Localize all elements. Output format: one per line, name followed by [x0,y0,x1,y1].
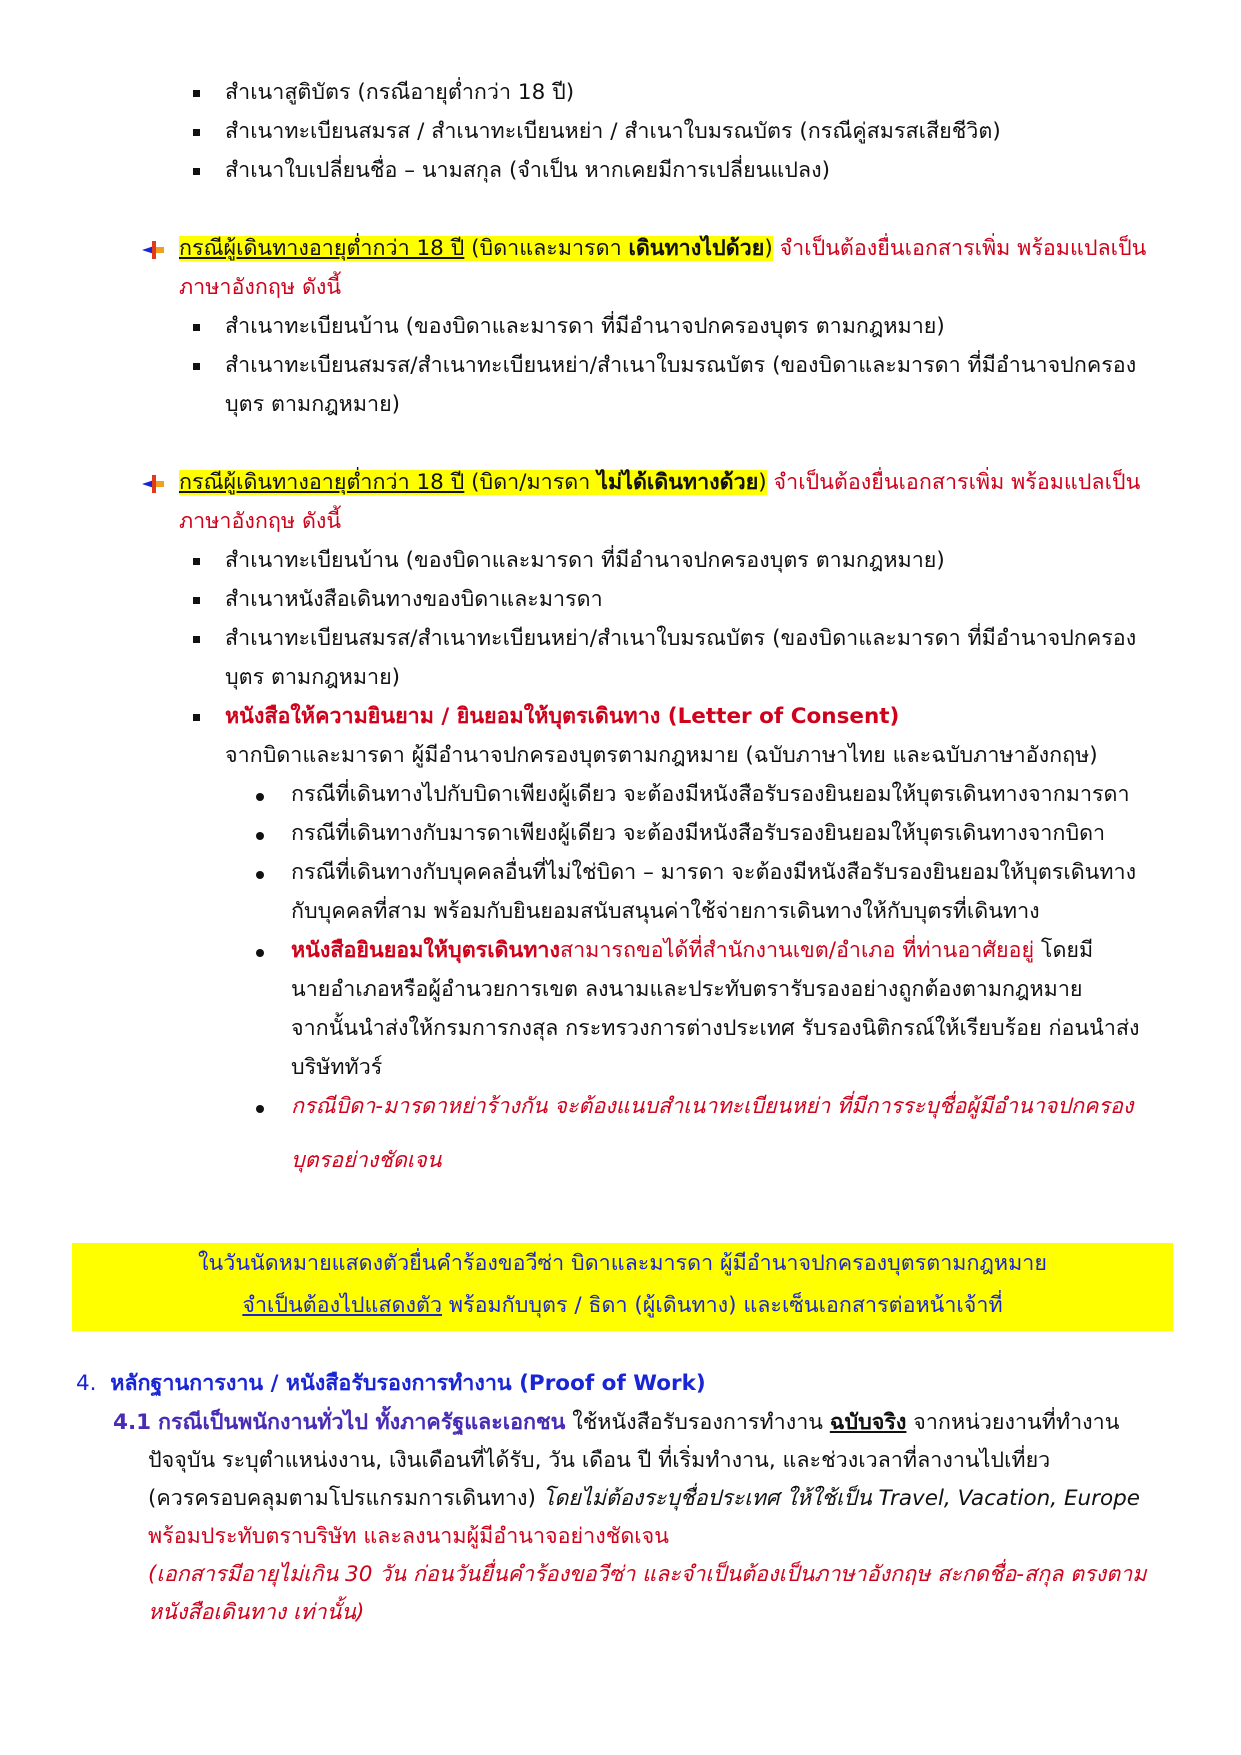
banner-line2: จำเป็นต้องไปแสดงตัว พร้อมกับบุตร / ธิดา (ผู้เดินทาง) และเซ็นเอกสารต่อหน้าเจ้าที่ [242,1293,1003,1318]
consent-where-cont: จากนั้นนำส่งให้กรมการกงสุล กระทรวงการต่างประเทศ รับรองนิติกรณ์ให้เรียบร้อย ก่อนนำส่ง [291,1016,1140,1041]
bullet-square [193,324,200,331]
consent-from: จากบิดาและมารดา ผู้มีอำนาจปกครองบุตรตามกฎหมาย (ฉบับภาษาไทย และฉบับภาษาอังกฤษ) [225,743,1098,768]
list-item: สำเนาทะเบียนบ้าน (ของบิดาและมารดา ที่มีอำนาจปกครองบุตร ตามกฎหมาย) [225,314,945,339]
sub-item: กรณีที่เดินทางไปกับบิดาเพียงผู้เดียว จะต้องมีหนังสือรับรองยินยอมให้บุตรเดินทางจากมารดา [291,782,1130,807]
bullet-dot [256,949,264,957]
consent-title: หนังสือให้ความยินยาม / ยินยอมให้บุตรเดินทาง (Letter of Consent) [225,704,900,729]
list-item: สำเนาหนังสือเดินทางของบิดาและมารดา [225,587,603,612]
section-4-1-note: (เอกสารมีอายุไม่เกิน 30 วัน ก่อนวันยื่นคำร้องขอวีซ่า และจำเป็นต้องเป็นภาษาอังกฤษ สะกดชื่อ-สกุล ตรงตาม [148,1562,1147,1587]
pushpin-icon [140,472,166,494]
bullet-dot [256,1105,264,1113]
list-item: สำเนาทะเบียนสมรส/สำเนาทะเบียนหย่า/สำเนาใบมรณบัตร (ของบิดาและมารดา ที่มีอำนาจปกครอง [225,353,1137,378]
list-item: สำเนาทะเบียนสมรส / สำเนาทะเบียนหย่า / สำเนาใบมรณบัตร (กรณีคู่สมรสเสียชีวิต) [225,119,1001,144]
case1-title-line2: ภาษาอังกฤษ ดังนี้ [179,275,342,300]
consent-where-cont: บริษัททัวร์ [291,1055,383,1080]
section-4-1-line3: (ควรครอบคลุมตามโปรแกรมการเดินทาง) โดยไม่ต้องระบุชื่อประเทศ ให้ใช้เป็น Travel, Vacation, Europe [148,1486,1141,1511]
bullet-dot [256,793,264,801]
list-item: สำเนาสูติบัตร (กรณีอายุต่ำกว่า 18 ปี) [225,80,575,105]
consent-where: หนังสือยินยอมให้บุตรเดินทางสามารถขอได้ที่สำนักงานเขต/อำเภอ ที่ท่านอาศัยอยู่ โดยมี [291,938,1094,963]
section-4-heading: 4. หลักฐานการงาน / หนังสือรับรองการทำงาน (Proof of Work) [76,1371,706,1396]
sub-item-cont: กับบุคคลที่สาม พร้อมกับยินยอมสนับสนุนค่าใช้จ่ายการเดินทางให้กับบุตรที่เดินทาง [291,899,1040,924]
section-4-1-line4: พร้อมประทับตราบริษัท และลงนามผู้มีอำนาจอย่างชัดเจน [148,1524,669,1549]
bullet-square [193,714,200,721]
section-4-1-line2: ปัจจุบัน ระบุตำแหน่งงาน, เงินเดือนที่ได้รับ, วัน เดือน ปี ที่เริ่มทำงาน, และช่วงเวลาที่ลางานไปเที่ยว [148,1448,1051,1473]
consent-where-cont: นายอำเภอหรือผู้อำนวยการเขต ลงนามและประทับตรารับรองอย่างถูกต้องตามกฎหมาย [291,977,1083,1002]
sub-item: กรณีที่เดินทางกับบุคคลอื่นที่ไม่ใช่บิดา – มารดา จะต้องมีหนังสือรับรองยินยอมให้บุตรเดินทาง [291,860,1137,885]
list-item: สำเนาทะเบียนสมรส/สำเนาทะเบียนหย่า/สำเนาใบมรณบัตร (ของบิดาและมารดา ที่มีอำนาจปกครอง [225,626,1137,651]
section-4-1: 4.1 กรณีเป็นพนักงานทั่วไป ทั้งภาครัฐและเอกชน ใช้หนังสือรับรองการทำงาน ฉบับจริง จากหน่วยงานที่ทำงาน [113,1410,1120,1435]
sub-item: กรณีที่เดินทางกับมารดาเพียงผู้เดียว จะต้องมีหนังสือรับรองยินยอมให้บุตรเดินทางจากบิดา [291,821,1106,846]
bullet-dot [256,832,264,840]
divorce-note-cont: บุตรอย่างชัดเจน [291,1148,442,1173]
banner-line1: ในวันนัดหมายแสดงตัวยื่นคำร้องขอวีซ่า บิดาและมารดา ผู้มีอำนาจปกครองบุตรตามกฎหมาย [198,1251,1047,1276]
bullet-square [193,129,200,136]
list-item: สำเนาทะเบียนบ้าน (ของบิดาและมารดา ที่มีอำนาจปกครองบุตร ตามกฎหมาย) [225,548,945,573]
case1-title: กรณีผู้เดินทางอายุต่ำกว่า 18 ปี (บิดาและมารดา เดินทางไปด้วย) จำเป็นต้องยื่นเอกสารเพิ่ม พร้อมแปลเป็น [179,236,1147,261]
bullet-dot [256,871,264,879]
bullet-square [193,168,200,175]
pushpin-icon [140,238,166,260]
case2-title: กรณีผู้เดินทางอายุต่ำกว่า 18 ปี (บิดา/มารดา ไม่ได้เดินทางด้วย) จำเป็นต้องยื่นเอกสารเพิ่ม พร้อมแปลเป็น [179,470,1141,495]
notice-banner [72,1243,1173,1331]
section-4-1-note-cont: หนังสือเดินทาง เท่านั้น) [148,1600,365,1625]
bullet-square [193,636,200,643]
bullet-square [193,558,200,565]
divorce-note: กรณีบิดา-มารดาหย่าร้างกัน จะต้องแนบสำเนาทะเบียนหย่า ที่มีการระบุชื่อผู้มีอำนาจปกครอง [291,1094,1134,1119]
list-item: สำเนาใบเปลี่ยนชื่อ – นามสกุล (จำเป็น หากเคยมีการเปลี่ยนแปลง) [225,158,830,183]
case2-title-line2: ภาษาอังกฤษ ดังนี้ [179,509,342,534]
bullet-square [193,90,200,97]
bullet-square [193,597,200,604]
list-item-cont: บุตร ตามกฎหมาย) [225,392,401,417]
bullet-square [193,363,200,370]
list-item-cont: บุตร ตามกฎหมาย) [225,665,401,690]
